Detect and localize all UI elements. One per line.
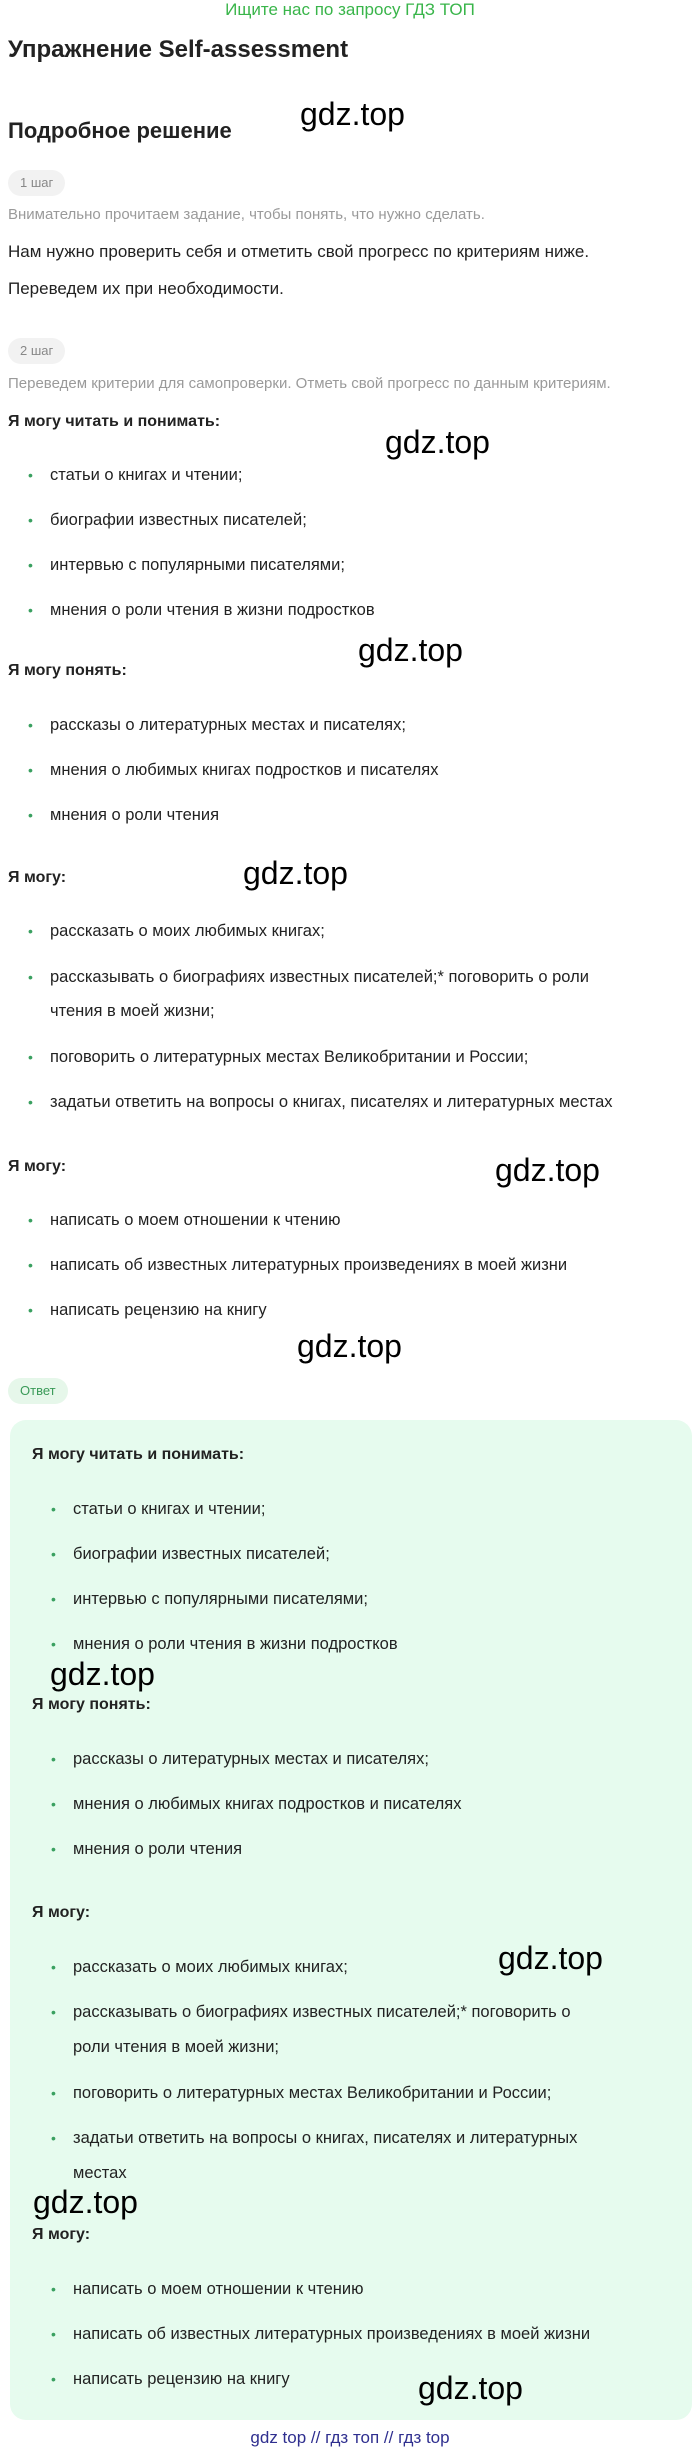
- list-item: • задатьи ответить на вопросы о книгах, писателях и литературных: [73, 2121, 577, 2155]
- section-can2-title: Я могу:: [8, 1158, 67, 1175]
- list-item: • мнения о роли чтения в жизни подростков: [73, 1627, 398, 1661]
- list-item: • мнения о любимых книгах подростков и писателях: [73, 1787, 461, 1821]
- list-item: • интервью с популярными писателями;: [73, 1582, 368, 1616]
- step-1-badge: 1 шаг: [8, 170, 65, 196]
- step-1-hint: Внимательно прочитаем задание, чтобы понять, что нужно сделать.: [8, 206, 485, 223]
- list-item: • написать рецензию на книгу: [50, 1293, 267, 1327]
- watermark: gdz.top: [495, 1152, 600, 1188]
- list-item: • мнения о роли чтения: [73, 1832, 242, 1866]
- step-1-text-2: Переведем их при необходимости.: [8, 279, 284, 298]
- list-item-continuation: роли чтения в моей жизни;: [73, 2038, 279, 2056]
- list-item: • рассказать о моих любимых книгах;: [50, 914, 325, 948]
- search-banner: Ищите нас по запросу ГДЗ ТОП: [225, 0, 475, 19]
- section-can-title: Я могу:: [8, 869, 67, 886]
- footer-text: gdz top // гдз топ // гдз top: [250, 2428, 450, 2447]
- list-item-continuation: местах: [73, 2164, 127, 2182]
- list-item: • рассказы о литературных местах и писателях;: [50, 708, 406, 742]
- list-item: • мнения о роли чтения в жизни подростков: [50, 593, 375, 627]
- list-item: • мнения о роли чтения: [50, 798, 219, 832]
- watermark: gdz.top: [300, 96, 405, 132]
- section-subtitle: Подробное решение: [8, 118, 232, 143]
- watermark: gdz.top: [498, 1940, 603, 1976]
- list-item: • мнения о любимых книгах подростков и писателях: [50, 753, 438, 787]
- watermark: gdz.top: [33, 2184, 138, 2220]
- list-item: • интервью с популярными писателями;: [50, 548, 345, 582]
- watermark: gdz.top: [50, 1656, 155, 1692]
- step-1-text-1: Нам нужно проверить себя и отметить свой прогресс по критериям ниже.: [8, 242, 590, 261]
- list-item: • написать об известных литературных произведениях в моей жизни: [73, 2317, 590, 2351]
- watermark: gdz.top: [418, 2370, 523, 2406]
- list-item: • статьи о книгах и чтении;: [73, 1492, 265, 1526]
- step-2-hint: Переведем критерии для самопроверки. Отметь свой прогресс по данным критериям.: [8, 375, 611, 392]
- watermark: gdz.top: [243, 855, 348, 891]
- answer-can-title: Я могу:: [32, 1904, 91, 1921]
- list-item: • поговорить о литературных местах Великобритании и России;: [50, 1040, 528, 1074]
- answer-understand-title: Я могу понять:: [32, 1696, 151, 1713]
- answer-badge: Ответ: [8, 1378, 68, 1404]
- list-item: • рассказы о литературных местах и писателях;: [73, 1742, 429, 1776]
- list-item: • написать о моем отношении к чтению: [73, 2272, 363, 2306]
- list-item-continuation: чтения в моей жизни;: [50, 1002, 215, 1020]
- list-item: • написать рецензию на книгу: [73, 2362, 290, 2396]
- watermark: gdz.top: [297, 1328, 402, 1364]
- section-understand-title: Я могу понять:: [8, 662, 127, 679]
- list-item: • написать о моем отношении к чтению: [50, 1203, 340, 1237]
- watermark: gdz.top: [385, 424, 490, 460]
- answer-read-title: Я могу читать и понимать:: [32, 1446, 245, 1463]
- step-2-badge: 2 шаг: [8, 338, 65, 364]
- list-item: • биографии известных писателей;: [73, 1537, 330, 1571]
- page-title: Упражнение Self-assessment: [8, 36, 349, 63]
- list-item: • рассказывать о биографиях известных писателей;* поговорить о роли: [50, 960, 589, 994]
- list-item: • статьи о книгах и чтении;: [50, 458, 242, 492]
- list-item: • написать об известных литературных произведениях в моей жизни: [50, 1248, 567, 1282]
- list-item: • задатьи ответить на вопросы о книгах, писателях и литературных местах: [50, 1085, 613, 1119]
- list-item: • биографии известных писателей;: [50, 503, 307, 537]
- list-item: • поговорить о литературных местах Великобритании и России;: [73, 2076, 551, 2110]
- list-item: • рассказывать о биографиях известных писателей;* поговорить о: [73, 1995, 571, 2029]
- answer-can2-title: Я могу:: [32, 2226, 91, 2243]
- watermark: gdz.top: [358, 632, 463, 668]
- section-read-title: Я могу читать и понимать:: [8, 413, 221, 430]
- list-item: • рассказать о моих любимых книгах;: [73, 1950, 348, 1984]
